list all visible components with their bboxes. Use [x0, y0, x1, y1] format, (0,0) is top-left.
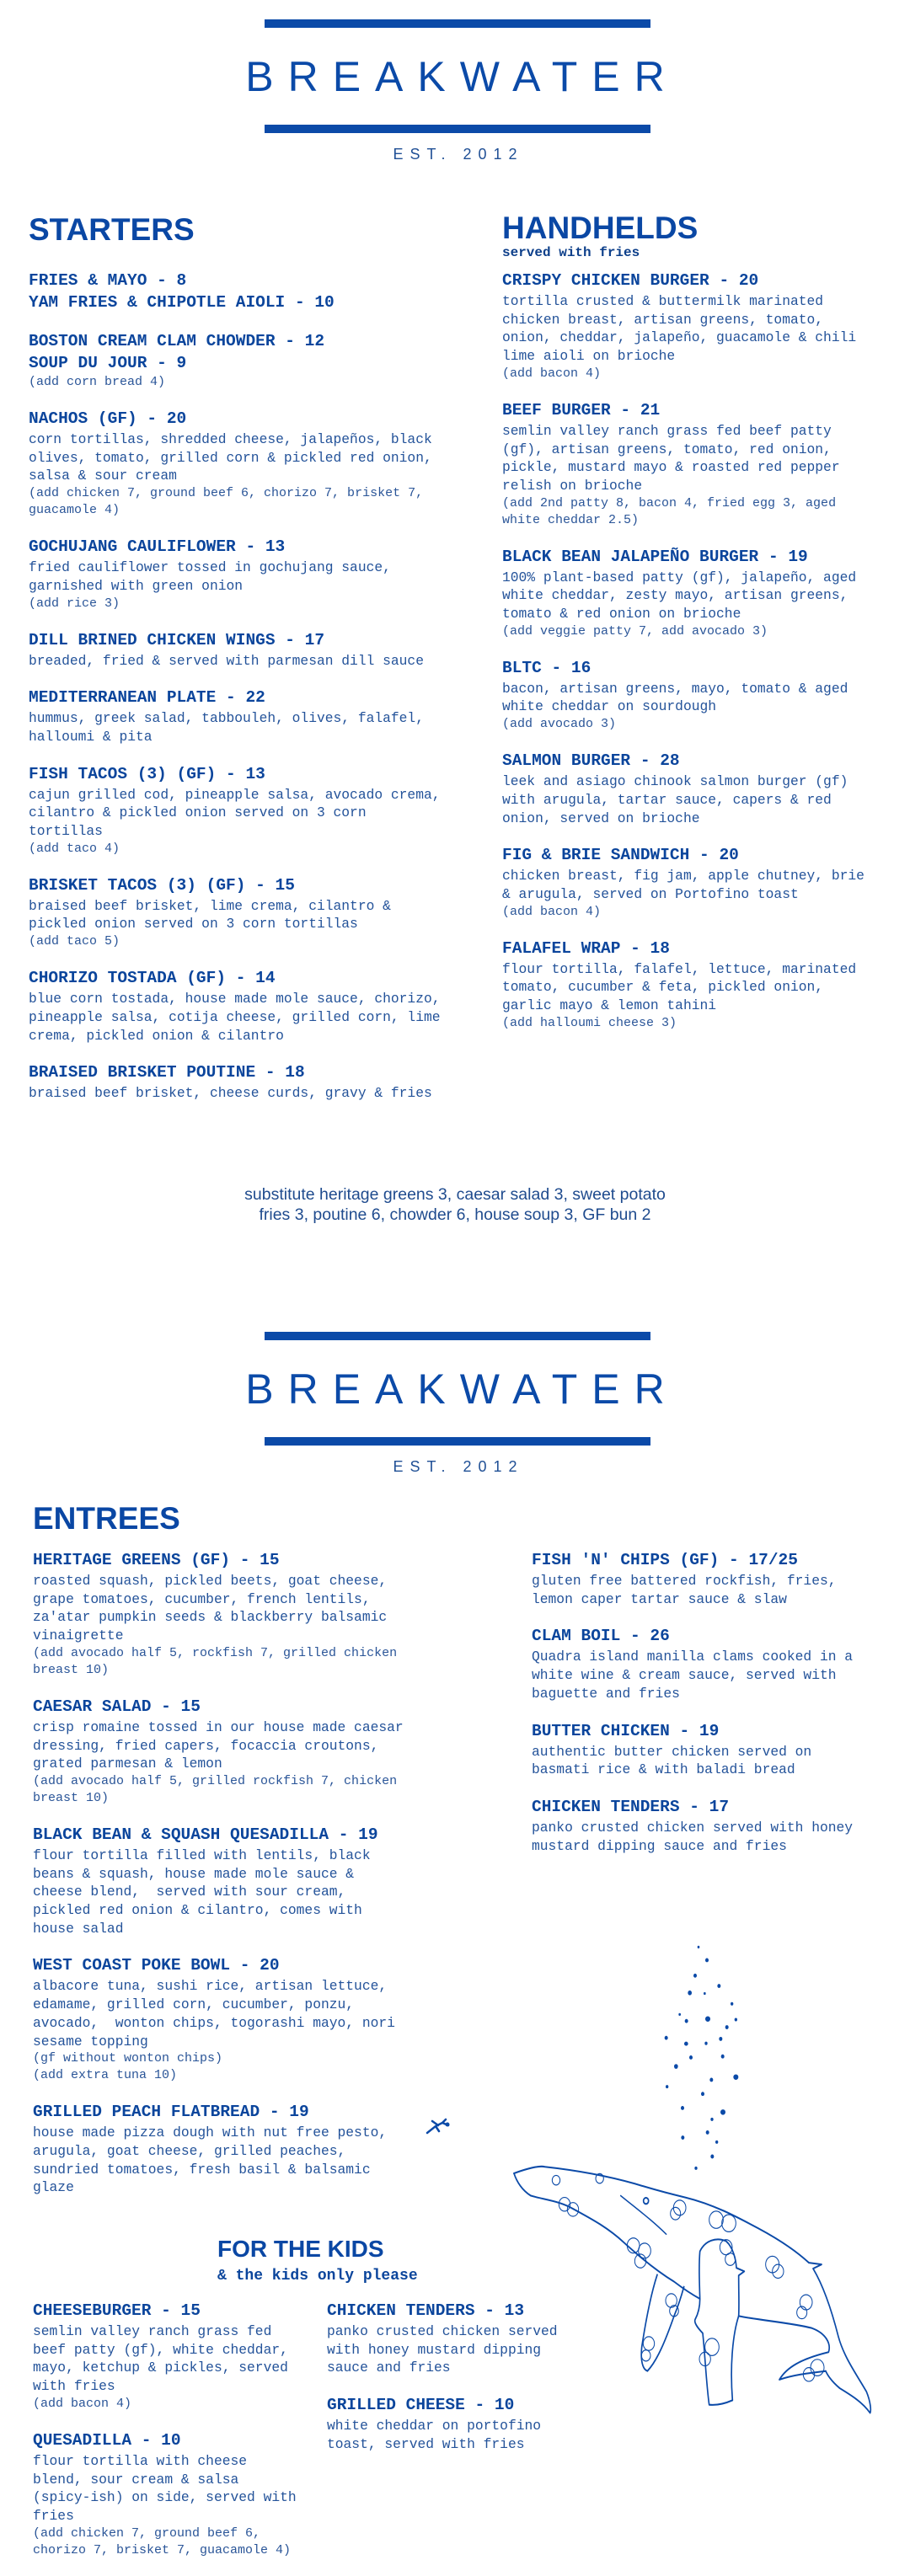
menu-item-title: CHEESEBURGER - 15 — [33, 2301, 201, 2320]
brand-logo: BREAKWATER — [245, 53, 679, 100]
menu-item-addons: (add bacon 4) — [33, 2396, 132, 2411]
menu-item-description: semlin valley ranch grass fed beef patty (gf), artisan greens, tomato, red onion, pickle, mustard mayo & roasted red pepper relish on brioche — [502, 422, 840, 494]
brand-logo-2: BREAKWATER — [245, 1365, 679, 1413]
menu-item-addons: (add rice 3) — [29, 596, 120, 611]
menu-item — [33, 1954, 505, 2084]
menu-item — [502, 399, 907, 529]
bubbles — [665, 1946, 739, 2170]
menu-item-title: FIG & BRIE SANDWICH - 20 — [502, 846, 739, 865]
menu-item-title: SALMON BURGER - 28 — [502, 751, 680, 771]
menu-group — [29, 1061, 484, 1103]
menu-group — [33, 1549, 505, 1679]
menu-item-title: BEEF BURGER - 21 — [502, 400, 661, 420]
menu-item — [33, 2429, 324, 2559]
menu-item-addons: (add taco 5) — [29, 934, 120, 949]
menu-item-title: CRISPY CHICKEN BURGER - 20 — [502, 271, 759, 290]
menu-group — [532, 1625, 907, 1702]
header-bottom-rule — [265, 125, 650, 133]
menu-item-title: GRILLED CHEESE - 10 — [327, 2396, 515, 2415]
substitutions-note: substitute heritage greens 3, caesar salad 3, sweet potato fries 3, poutine 6, chowder 6, house soup 3, GF bun 2 — [244, 1185, 666, 1224]
menu-item-description: authentic butter chicken served on basmati rice & with baladi bread — [532, 1743, 812, 1778]
menu-item-description: braised beef brisket, cheese curds, gravy & fries — [29, 1085, 432, 1102]
menu-item-title: SOUP DU JOUR - 9 — [29, 354, 187, 372]
menu-item — [502, 844, 907, 920]
menu-item-description: corn tortillas, shredded cheese, jalapeños, black olives, tomato, grilled corn & pickled red onion, salsa & sour cream — [29, 431, 432, 484]
menu-group — [29, 330, 484, 391]
menu-item — [502, 546, 907, 640]
menu-group — [29, 967, 484, 1045]
menu-group — [29, 408, 484, 519]
menu-item-addons: (add chicken 7, ground beef 6, chorizo 7, brisket 7, guacamole 4) — [29, 486, 424, 518]
menu-group — [502, 657, 907, 733]
menu-item-title: NACHOS (GF) - 20 — [29, 409, 187, 428]
menu-item-title: FALAFEL WRAP - 18 — [502, 938, 670, 958]
menu-group — [532, 1720, 907, 1779]
menu-item — [29, 687, 484, 746]
menu-item-description: flour tortilla, falafel, lettuce, marinated tomato, cucumber & feta, pickled onion, garlic mayo & lemon tahini — [502, 960, 857, 1014]
menu-item — [29, 408, 484, 519]
menu-item-title: WEST COAST POKE BOWL - 20 — [33, 1956, 280, 1975]
entrees-heading: ENTREES — [33, 1501, 180, 1536]
menu-group — [29, 687, 484, 746]
menu-item — [532, 1720, 907, 1779]
menu-item-addons: (add veggie patty 7, add avocado 3) — [502, 623, 768, 639]
menu-item — [29, 1061, 484, 1103]
menu-item-title: CLAM BOIL - 26 — [532, 1627, 670, 1646]
menu-item-description: house made pizza dough with nut free pesto, arugula, goat cheese, grilled peaches, sundried tomatoes, fresh basil & balsamic glaze — [33, 2124, 388, 2196]
handhelds-heading: HANDHELDS — [502, 211, 699, 245]
menu-group — [33, 2300, 324, 2413]
menu-item-description: tortilla crusted & buttermilk marinated chicken breast, artisan greens, tomato, onion, cheddar, jalapeño, guacamole & chili lime aioli on brioche — [502, 293, 857, 365]
menu-item-description: crisp romaine tossed in our house made caesar dressing, fried capers, focaccia croutons, grated parmesan & lemon — [33, 1718, 404, 1772]
menu-item-title: HERITAGE GREENS (GF) - 15 — [33, 1551, 280, 1569]
menu-item — [327, 2394, 580, 2453]
kids-heading: FOR THE KIDS — [217, 2236, 384, 2262]
menu-group — [327, 2394, 580, 2453]
menu-item-addons: (add avocado 3) — [502, 717, 617, 732]
menu-group — [29, 629, 484, 671]
kids-subheading: & the kids only please — [217, 2268, 418, 2285]
menu-item-title: BOSTON CREAM CLAM CHOWDER - 12 — [29, 332, 325, 350]
menu-group — [502, 270, 907, 382]
menu-item-description: white cheddar on portofino toast, served with fries — [327, 2418, 542, 2452]
menu-item-addons: (add halloumi cheese 3) — [502, 1015, 677, 1030]
menu-group — [502, 938, 907, 1032]
menu-group — [29, 874, 484, 950]
header-top-rule-2 — [265, 1332, 650, 1340]
menu-item-description: albacore tuna, sushi rice, artisan lettuce, edamame, grilled corn, cucumber, ponzu, avocado, wonton chips, togorashi mayo, nori sesame topping — [33, 1978, 395, 2050]
menu-item-description: panko crusted chicken served with honey mustard dipping sauce and fries — [327, 2323, 558, 2376]
menu-item — [33, 1696, 505, 1807]
swimmer-doodle-icon — [426, 2118, 451, 2136]
menu-item-description: leek and asiago chinook salmon burger (gf) with arugula, tartar sauce, capers & red onion, served on brioche — [502, 773, 848, 826]
menu-item-addons: (gf without wonton chips) (add extra tuna 10) — [33, 2051, 223, 2083]
menu-item-title: FISH 'N' CHIPS (GF) - 17/25 — [532, 1551, 798, 1569]
menu-item-description: fried cauliflower tossed in gochujang sauce, garnished with green onion — [29, 559, 391, 594]
menu-item-title: GOCHUJANG CAULIFLOWER - 13 — [29, 537, 286, 557]
menu-item — [29, 967, 484, 1045]
entrees-left-list — [33, 1549, 505, 2214]
handhelds-subheading: served with fries — [502, 245, 640, 260]
handhelds-list — [502, 270, 907, 1049]
menu-item-addons: (add 2nd patty 8, bacon 4, fried egg 3, aged white cheddar 2.5) — [502, 495, 837, 527]
menu-group — [532, 1796, 907, 1855]
menu-item-title: BRISKET TACOS (3) (GF) - 15 — [29, 875, 295, 895]
menu-item — [532, 1549, 907, 1608]
menu-item-description: flour tortilla with cheese blend, sour cream & salsa (spicy-ish) on side, served with fries — [33, 2452, 297, 2524]
menu-item — [29, 270, 484, 291]
menu-group — [33, 1696, 505, 1807]
menu-item — [33, 1549, 505, 1679]
menu-item-addons: (add bacon 4) — [502, 366, 602, 381]
menu-item-title: CHORIZO TOSTADA (GF) - 14 — [29, 969, 276, 988]
menu-item-title: GRILLED PEACH FLATBREAD - 19 — [33, 2103, 309, 2122]
menu-item-title: DILL BRINED CHICKEN WINGS - 17 — [29, 630, 325, 649]
menu-item — [33, 2300, 324, 2413]
menu-group — [33, 2101, 505, 2197]
menu-item — [327, 2300, 580, 2377]
menu-item-title: CAESAR SALAD - 15 — [33, 1697, 201, 1716]
menu-group — [33, 2429, 324, 2559]
menu-group — [33, 1954, 505, 2084]
menu-item-description: hummus, greek salad, tabbouleh, olives, falafel, halloumi & pita — [29, 710, 424, 745]
established-year-2: EST. 2012 — [393, 1458, 524, 1475]
menu-item — [532, 1796, 907, 1855]
menu-item — [502, 750, 907, 827]
menu-item-description: blue corn tostada, house made mole sauce, chorizo, pineapple salsa, cotija cheese, grilled corn, lime crema, pickled onion & cilantro — [29, 991, 441, 1044]
menu-item-addons: (add bacon 4) — [502, 904, 602, 919]
menu-item-addons: (add taco 4) — [29, 841, 120, 856]
menu-item-title: YAM FRIES & CHIPOTLE AIOLI - 10 — [29, 293, 335, 312]
menu-item-addons: (add chicken 7, ground beef 6, chorizo 7, brisket 7, guacamole 4) — [33, 2525, 292, 2557]
menu-item-description: breaded, fried & served with parmesan dill sauce — [29, 652, 424, 669]
kids-right-list — [327, 2300, 580, 2471]
menu-item-title: MEDITERRANEAN PLATE - 22 — [29, 688, 265, 708]
menu-item-title: FISH TACOS (3) (GF) - 13 — [29, 764, 265, 783]
menu-item-addons: (add corn bread 4) — [29, 375, 166, 389]
menu-item-description: semlin valley ranch grass fed beef patty (gf), white cheddar, mayo, ketchup & pickles, served with fries — [33, 2323, 288, 2395]
menu-group — [29, 270, 484, 313]
menu-item-description: roasted squash, pickled beets, goat cheese, grape tomatoes, cucumber, french lentils, za'atar pumpkin seeds & blackberry balsamic vinaigrette — [33, 1573, 388, 1644]
menu-item-description: braised beef brisket, lime crema, cilantro & pickled onion served on 3 corn tortillas — [29, 897, 391, 933]
menu-item — [29, 763, 484, 858]
menu-group — [502, 844, 907, 920]
menu-group — [327, 2300, 580, 2377]
menu-item — [502, 938, 907, 1032]
menu-item-title: QUESADILLA - 10 — [33, 2430, 181, 2450]
entrees-right-list — [532, 1549, 907, 1872]
menu-item-title: CHICKEN TENDERS - 13 — [327, 2301, 525, 2320]
menu-item-title: BRAISED BRISKET POUTINE - 18 — [29, 1063, 305, 1082]
menu-item — [29, 330, 484, 352]
menu-item — [29, 629, 484, 671]
menu-item — [29, 291, 484, 313]
menu-item-title: CHICKEN TENDERS - 17 — [532, 1797, 730, 1816]
menu-item-addons: (add avocado half 5, grilled rockfish 7, chicken breast 10) — [33, 1773, 398, 1805]
menu-item-title: BLACK BEAN JALAPEÑO BURGER - 19 — [502, 547, 808, 566]
menu-item-description: 100% plant-based patty (gf), jalapeño, aged white cheddar, zesty mayo, artisan greens, tomato & red onion on brioche — [502, 569, 857, 623]
menu-item — [502, 657, 907, 733]
menu-group — [29, 763, 484, 858]
header-top-rule — [265, 19, 650, 28]
starters-heading: STARTERS — [29, 212, 195, 247]
menu-item-description: Quadra island manilla clams cooked in a white wine & cream sauce, served with baguette and fries — [532, 1649, 854, 1702]
menu-item — [502, 270, 907, 382]
menu-item-description: gluten free battered rockfish, fries, lemon caper tartar sauce & slaw — [532, 1573, 837, 1607]
menu-item-description: panko crusted chicken served with honey mustard dipping sauce and fries — [532, 1819, 854, 1854]
menu-item-title: BLACK BEAN & SQUASH QUESADILLA - 19 — [33, 1825, 378, 1844]
menu-item-title: BLTC - 16 — [502, 658, 592, 677]
menu-item — [33, 1824, 505, 1938]
established-year: EST. 2012 — [393, 146, 524, 163]
menu-item-addons: (add avocado half 5, rockfish 7, grilled chicken breast 10) — [33, 1645, 398, 1677]
menu-item-title: FRIES & MAYO - 8 — [29, 271, 187, 290]
menu-item-description: bacon, artisan greens, mayo, tomato & aged white cheddar on sourdough — [502, 680, 848, 715]
menu-item — [29, 536, 484, 612]
header-bottom-rule-2 — [265, 1437, 650, 1446]
menu-item — [532, 1625, 907, 1702]
menu-item-description: flour tortilla filled with lentils, black beans & squash, house made mole sauce & cheese blend, served with sour cream, pickled red onion & cilantro, comes with house salad — [33, 1846, 371, 1937]
menu-item — [29, 352, 484, 391]
kids-left-list — [33, 2300, 324, 2576]
menu-group — [502, 546, 907, 640]
menu-group — [502, 750, 907, 827]
menu-item-title: BUTTER CHICKEN - 19 — [532, 1721, 720, 1740]
menu-group — [29, 536, 484, 612]
menu-item-description: cajun grilled cod, pineapple salsa, avocado crema, cilantro & pickled onion served on 3 corn tortillas — [29, 786, 441, 840]
menu-group — [502, 399, 907, 529]
menu-item — [29, 874, 484, 950]
menu-group — [532, 1549, 907, 1608]
starters-list — [29, 270, 484, 1120]
menu-item-description: chicken breast, fig jam, apple chutney, brie & arugula, served on Portofino toast — [502, 868, 864, 902]
menu-item — [33, 2101, 505, 2197]
menu-group — [33, 1824, 505, 1938]
